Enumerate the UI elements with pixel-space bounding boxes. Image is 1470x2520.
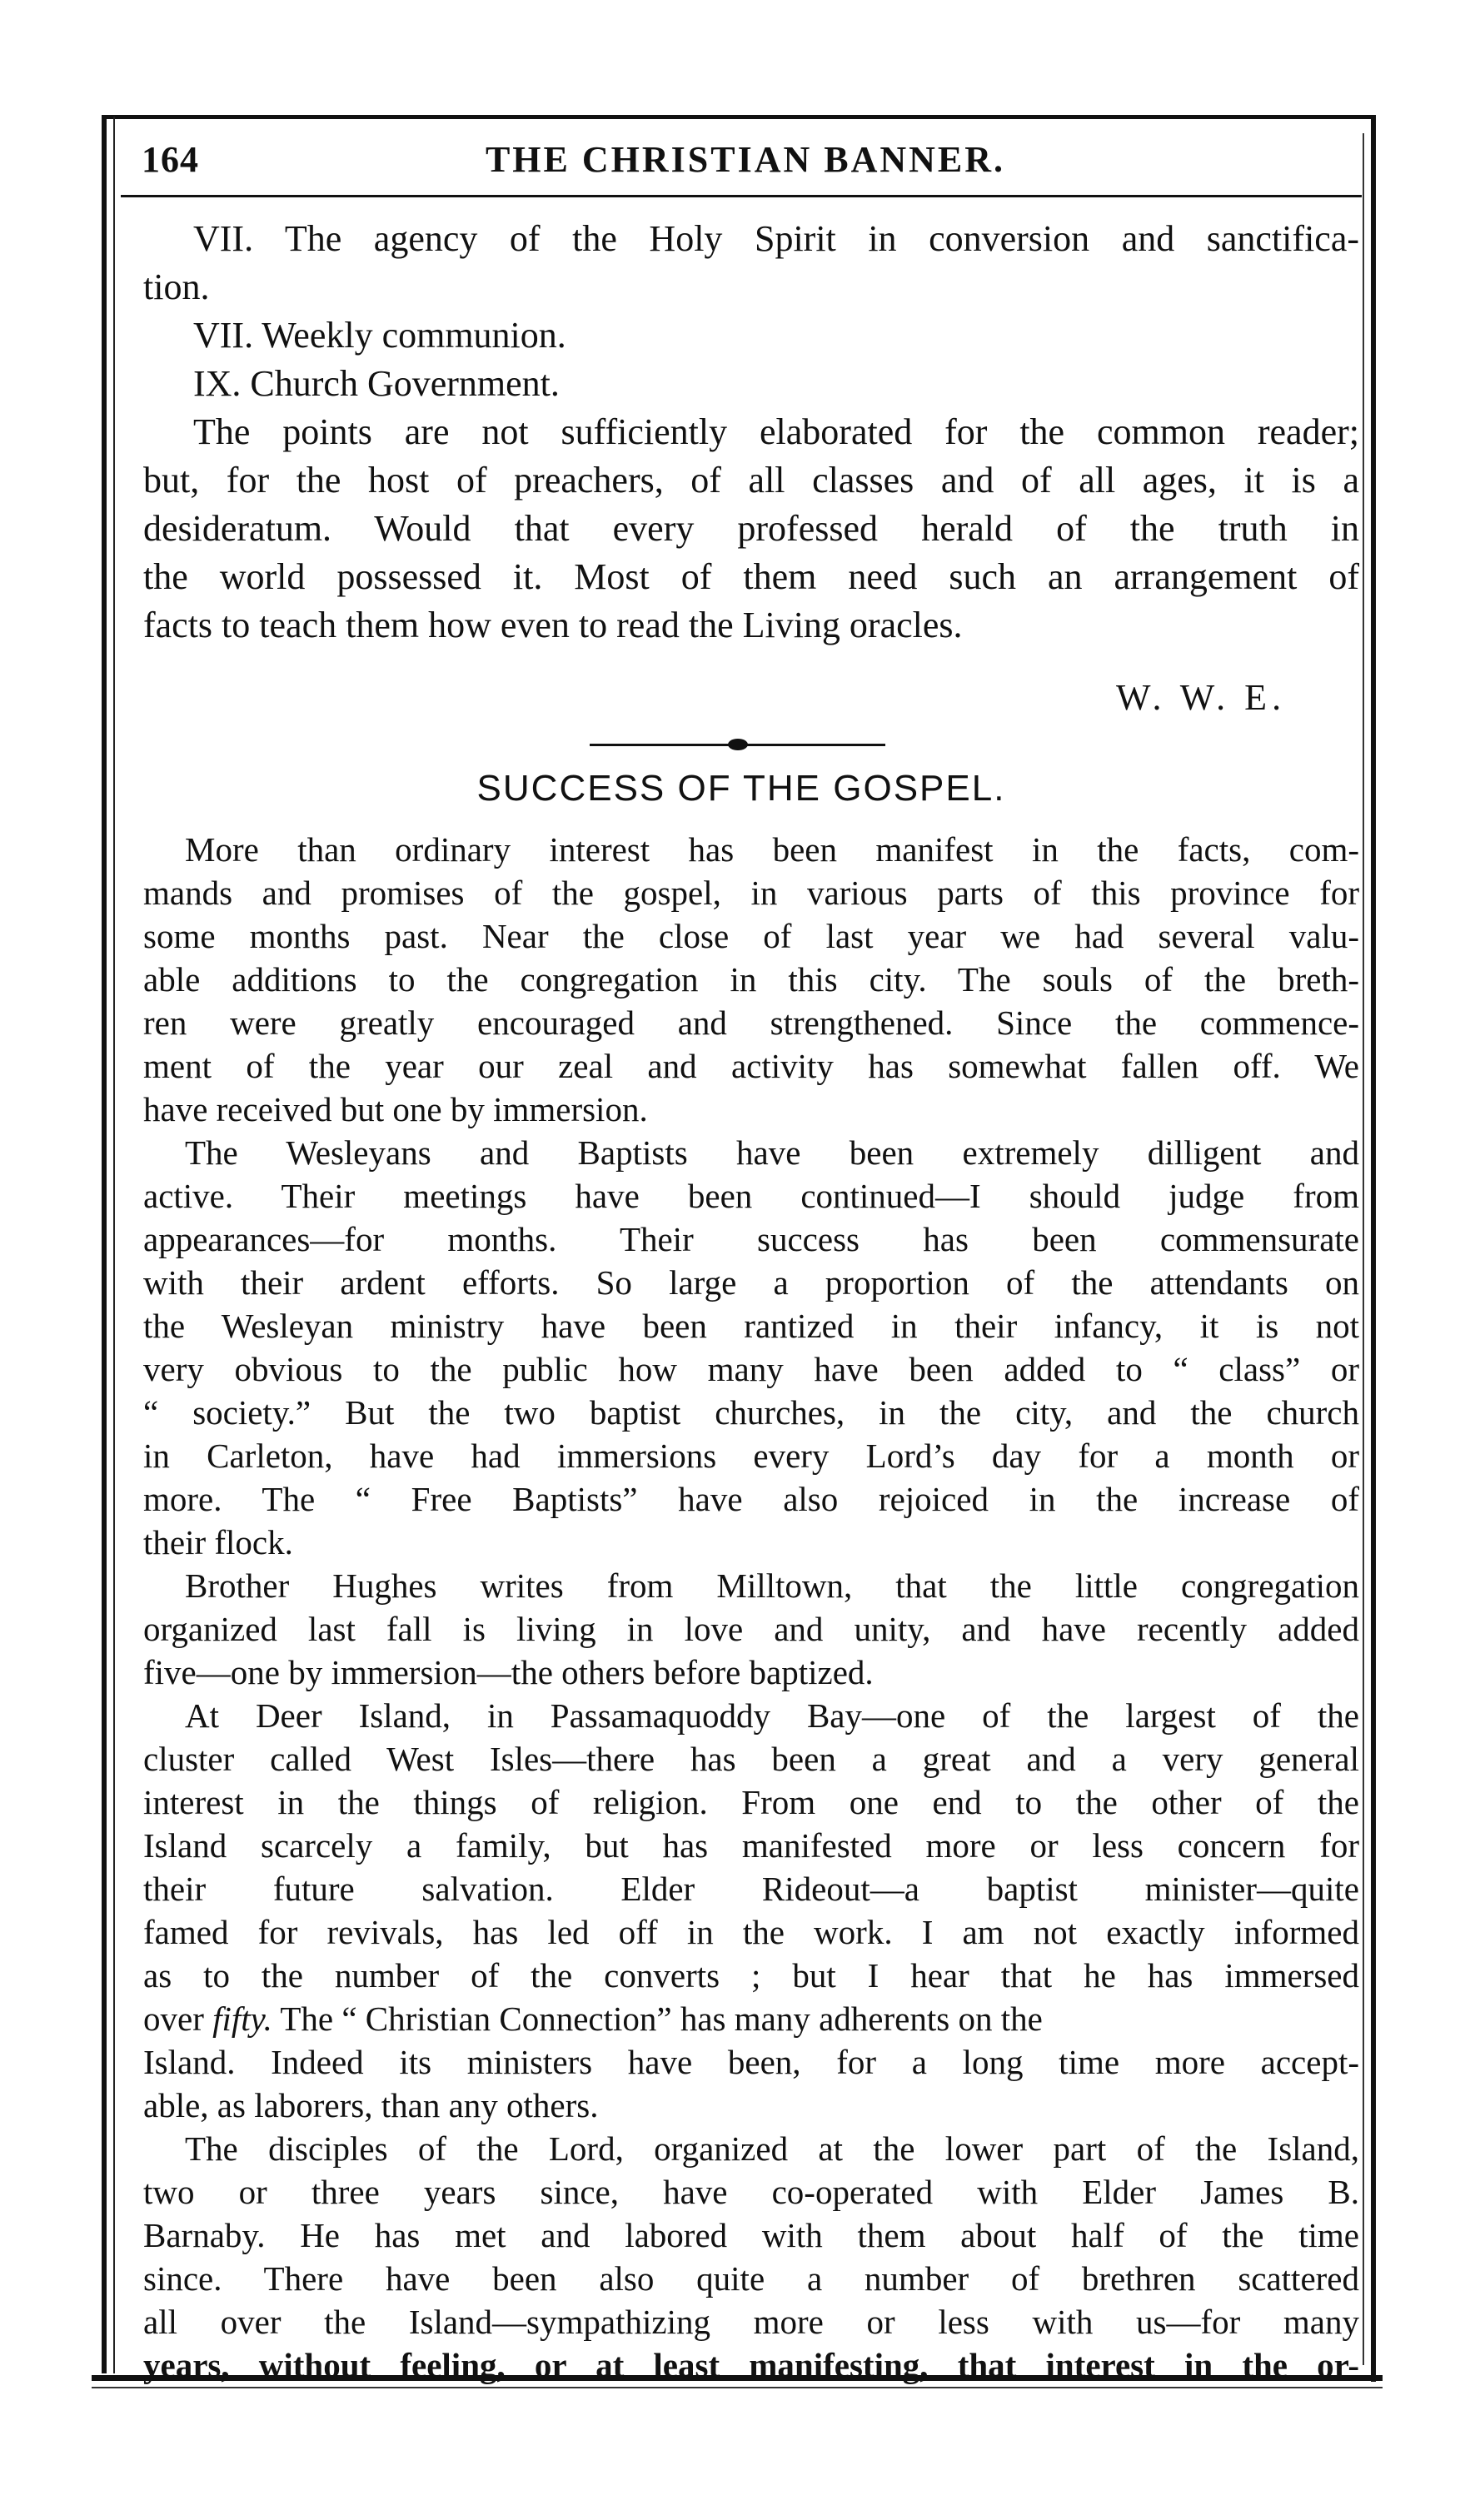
article-line: more. The “ Free Baptists” have also rejoiced in the increase of	[143, 1480, 1359, 1518]
article-line: as to the number of the converts ; but I hear that he has immersed	[143, 1956, 1359, 1995]
article-line: have received but one by immersion.	[143, 1090, 648, 1128]
article-line: famed for revivals, has led off in the work. I am not exactly informed	[143, 1913, 1359, 1951]
page-header	[133, 138, 1358, 188]
article-line: some months past. Near the close of last year we had several valu-	[143, 917, 1359, 955]
italic-word: fifty.	[212, 2000, 272, 2038]
article-line: since. There have been also quite a number of brethren scattered	[143, 2259, 1359, 2298]
article-line: cluster called West Isles—there has been a great and a very general	[143, 1740, 1359, 1778]
article-line: interest in the things of religion. From one end to the other of the	[143, 1783, 1359, 1821]
header-rule	[121, 195, 1362, 197]
article-line: The disciples of the Lord, organized at the lower part of the Island,	[185, 2129, 1359, 2168]
frame-left-inner-rule	[113, 117, 115, 2373]
article-line: all over the Island—sympathizing more or less with us—for many	[143, 2303, 1359, 2341]
review-section	[143, 215, 1359, 665]
article-line: their flock.	[143, 1523, 293, 1561]
article-line: in Carleton, have had immersions every Lord’s day for a month or	[143, 1437, 1359, 1475]
article-line-with-italic	[143, 1997, 1359, 2040]
frame-right-rule	[1371, 117, 1376, 2382]
list-item-continuation: tion.	[143, 266, 210, 307]
article-line: The Wesleyans and Baptists have been extremely dilligent and	[185, 1133, 1359, 1172]
article-line: five—one by immersion—the others before baptized.	[143, 1653, 874, 1691]
article-line: ren were greatly encouraged and strengthened. Since the commence-	[143, 1004, 1359, 1042]
article-line: with their ardent efforts. So large a proportion of the attendants on	[143, 1263, 1359, 1302]
text-run: over	[143, 2000, 204, 2038]
list-item-seven: VII. The agency of the Holy Spirit in conversion and sanctifica-	[193, 218, 1359, 259]
divider-dot	[728, 739, 748, 750]
article-line: ment of the year our zeal and activity has somewhat fallen off. We	[143, 1047, 1359, 1085]
article-line: Barnaby. He has met and labored with them about half of the time	[143, 2216, 1359, 2254]
article-line: “ society.” But the two baptist churches, in the city, and the church	[143, 1393, 1359, 1432]
article-line: able additions to the congregation in this city. The souls of the breth-	[143, 960, 1359, 999]
article-line: appearances—for months. Their success has been commensurate	[143, 1220, 1359, 1258]
list-item-weekly-communion: VII. Weekly communion.	[193, 315, 566, 356]
article-line: able, as laborers, than any others.	[143, 2086, 599, 2124]
article-line: Island. Indeed its ministers have been, for a long time more accept-	[143, 2043, 1359, 2081]
article-line: Brother Hughes writes from Milltown, that the little congregation	[185, 1566, 1359, 1605]
page-number: 164	[142, 139, 199, 180]
frame-top-rule	[102, 115, 1376, 119]
text-run: The “ Christian Connection” has many adherents on the	[272, 2000, 1043, 2038]
article-line: their future salvation. Elder Rideout—a baptist minister—quite	[143, 1870, 1359, 1908]
frame-bottom-inner-rule	[92, 2387, 1383, 2388]
frame-right-inner-rule	[1363, 133, 1364, 2365]
article-title: SUCCESS OF THE GOSPEL.	[476, 768, 1006, 809]
paragraph-line: but, for the host of preachers, of all classes and of all ages, it is a	[143, 460, 1359, 501]
paragraph-line: the world possessed it. Most of them need such an arrangement of	[143, 556, 1359, 597]
article-body	[143, 828, 1359, 2384]
running-title: THE CHRISTIAN BANNER.	[485, 139, 1006, 180]
article-line: very obvious to the public how many have been added to “ class” or	[143, 1350, 1359, 1388]
article-line: organized last fall is living in love and unity, and have recently added	[143, 1610, 1359, 1648]
paragraph-line: facts to teach them how even to read the Living oracles.	[143, 605, 963, 645]
paragraph-line: The points are not sufficiently elaborated for the common reader;	[193, 411, 1359, 452]
frame-left-rule	[102, 117, 107, 2373]
article-line: the Wesleyan ministry have been rantized in their infancy, it is not	[143, 1307, 1359, 1345]
article-line: two or three years since, have co-operated with Elder James B.	[143, 2173, 1359, 2211]
article-line: More than ordinary interest has been manifest in the facts, com-	[185, 830, 1359, 869]
article-line: years, without feeling, or at least manifesting, that interest in the or-	[143, 2346, 1359, 2384]
list-item-church-government: IX. Church Government.	[193, 363, 560, 404]
section-divider	[590, 738, 885, 751]
author-signature: W. W. E.	[1116, 677, 1287, 718]
article-line: active. Their meetings have been continued—I should judge from	[143, 1177, 1359, 1215]
article-line: At Deer Island, in Passamaquoddy Bay—one of the largest of the	[185, 1696, 1359, 1735]
article-line: Island scarcely a family, but has manifested more or less concern for	[143, 1826, 1359, 1865]
paragraph-line: desideratum. Would that every professed herald of the truth in	[143, 508, 1359, 549]
article-line: mands and promises of the gospel, in various parts of this province for	[143, 874, 1359, 912]
